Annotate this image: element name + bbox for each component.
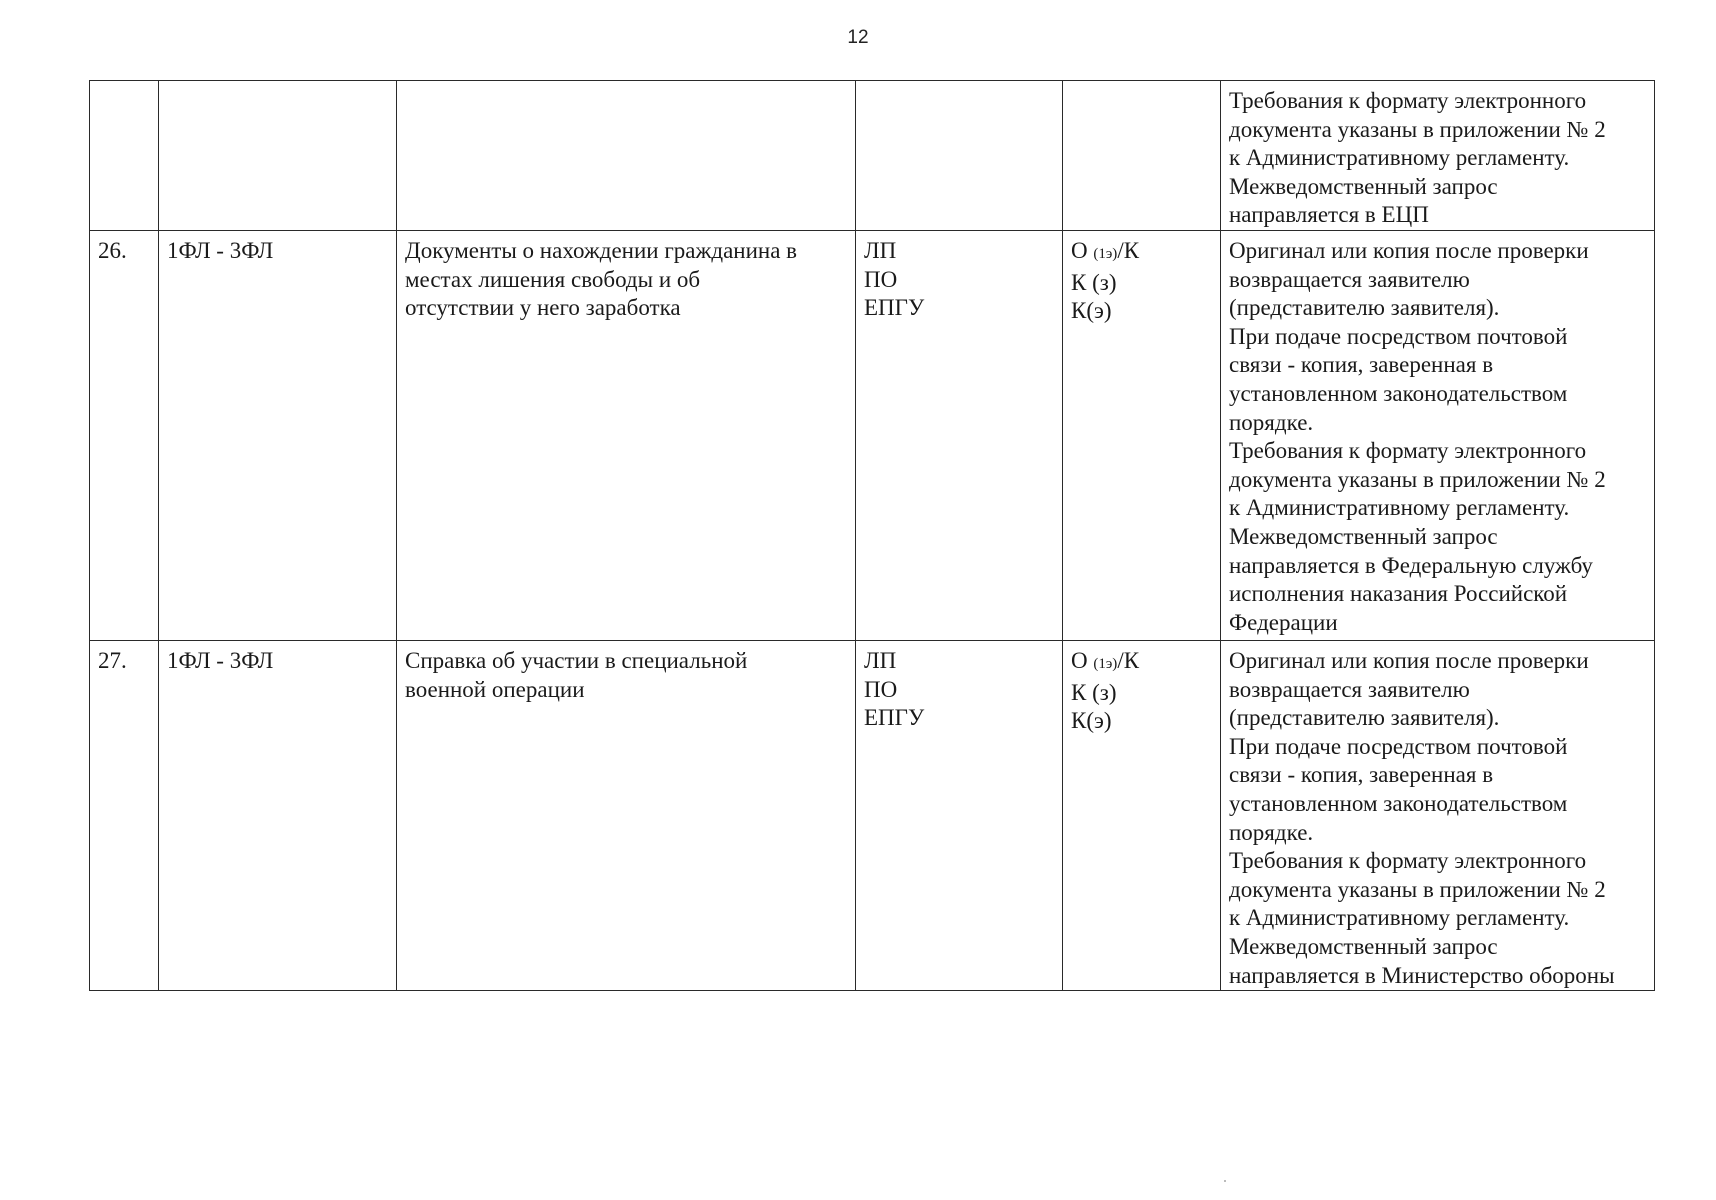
documents-table — [89, 80, 1655, 991]
cell-ways: ЛП ПО ЕПГУ — [856, 640, 1063, 990]
page-number: 12 — [847, 27, 869, 48]
cell-ways — [856, 81, 1063, 231]
form-copy-label: /К — [1117, 237, 1140, 263]
form-copy-label: /К — [1117, 647, 1140, 673]
cell-category: 1ФЛ - 3ФЛ — [159, 230, 397, 640]
cell-category: 1ФЛ - 3ФЛ — [159, 640, 397, 990]
form-electronic-marker: (1э) — [1093, 655, 1118, 672]
cell-number — [90, 81, 159, 231]
table-row-continuation — [90, 81, 1655, 231]
form-original-label: О — [1071, 647, 1094, 673]
cell-note: Оригинал или копия после проверки возвращается заявителю (представителю заявителя). При подаче посредством почтовой связи - копия, заверенная в установленном законодательством порядке. Требования к формату электронного документа указаны в приложении № 2 к Административному регламенту. Межведомственный запрос направляется в Министерство обороны — [1221, 640, 1655, 990]
cell-ways: ЛП ПО ЕПГУ — [856, 230, 1063, 640]
cell-note: Оригинал или копия после проверки возвращается заявителю (представителю заявителя). При подаче посредством почтовой связи - копия, заверенная в установленном законодательством порядке. Требования к формату электронного документа указаны в приложении № 2 к Административному регламенту. Межведомственный запрос направляется в Федеральную службу исполнения наказания Российской Федерации — [1221, 230, 1655, 640]
cell-number: 27. — [90, 640, 159, 990]
page-number-container — [0, 27, 1716, 49]
cell-document: Справка об участии в специальной военной операции — [397, 640, 856, 990]
cell-form — [1063, 230, 1221, 640]
cell-document — [397, 81, 856, 231]
table-row — [90, 640, 1655, 990]
cell-form — [1063, 640, 1221, 990]
cell-note: Требования к формату электронного документа указаны в приложении № 2 к Административному регламенту. Межведомственный запрос направляется в ЕЦП — [1221, 81, 1655, 231]
scan-speck — [1224, 1180, 1226, 1182]
table-row — [90, 230, 1655, 640]
cell-document: Документы о нахождении гражданина в местах лишения свободы и об отсутствии у него заработка — [397, 230, 856, 640]
form-original-label: О — [1071, 237, 1094, 263]
cell-number: 26. — [90, 230, 159, 640]
form-other-lines: К (з) К(э) — [1071, 679, 1117, 734]
cell-category — [159, 81, 397, 231]
form-electronic-marker: (1э) — [1093, 245, 1118, 262]
form-other-lines: К (з) К(э) — [1071, 269, 1117, 324]
cell-form — [1063, 81, 1221, 231]
